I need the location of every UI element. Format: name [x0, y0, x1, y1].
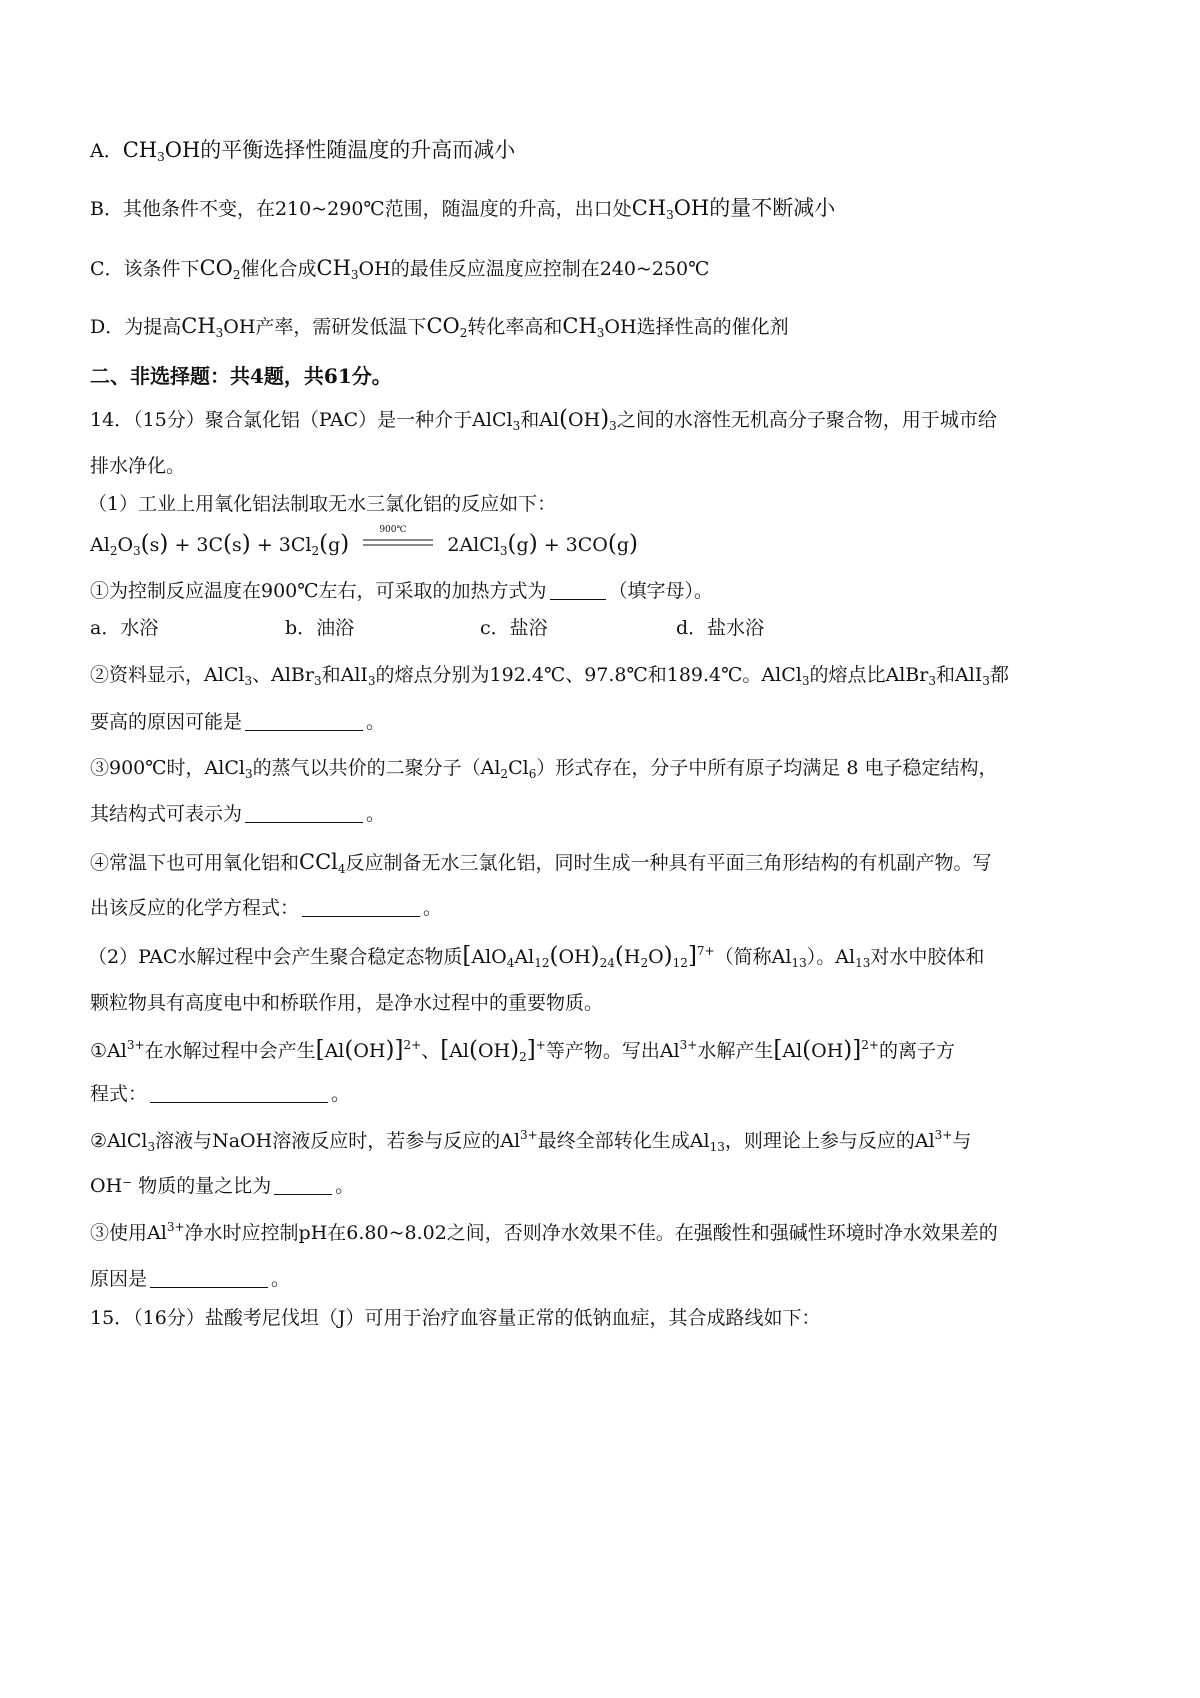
q14-1-4-line2: 出该反应的化学方程式： 。 [90, 897, 443, 919]
q14-intro-line1: 14．（15分）聚合氯化铝（PAC）是一种介于AlCl$_3$和$Al(OH)_3$之间的水溶性无机高分子聚合物，用于城市给 [90, 406, 997, 433]
choice-c: c．盐浴 [480, 617, 548, 639]
answer-blank[interactable] [150, 1269, 268, 1288]
q14-1-3-line2: 其结构式可表示为 。 [90, 803, 386, 825]
choice-a: a．水浴 [90, 617, 159, 639]
answer-blank[interactable] [245, 804, 363, 823]
q14-2-1-line2: 程式： 。 [90, 1083, 351, 1105]
heating-choices [90, 617, 990, 643]
q14-2-1-line1: $①Al^{3+}$在水解过程中会产生$[Al(OH)]^{2+}$、$[Al(OH)_2]^+$等产物。写出$Al^{3+}$水解产生$[Al(OH)]^{2+}$的离子方 [90, 1037, 955, 1064]
q14-1-1: ①为控制反应温度在900℃左右，可采取的加热方式为 （填字母）。 [90, 580, 714, 602]
option-c: C．该条件下$CO_2$催化合成$CH_3OH$的最佳反应温度应控制在240~250℃ [90, 256, 710, 282]
answer-blank[interactable] [550, 581, 606, 600]
q14-2-3-line2: 原因是 。 [90, 1268, 291, 1290]
q14-1-2-line1: ②资料显示，AlCl$_3$、AlBr$_3$和AlI$_3$的熔点分别为192.4℃、97.8℃和189.4℃。AlCl$_3$的熔点比AlBr$_3$和AlI$_3$都 [90, 664, 1009, 688]
q14-2-3-line1: ③使用$Al^{3+}$净水时应控制pH在6.80~8.02之间，否则净水效果不佳。在强酸性和强碱性环境时净水效果差的 [90, 1220, 998, 1244]
q14-part2-line1: （2）PAC水解过程中会产生聚合稳定态物质$[AlO_4Al_{12}(OH)_{24}(H_2O)_{12}]^{7+}$（简称$Al_{13}$）。$Al_{13}$对水中胶体和 [88, 943, 985, 970]
choice-b: b．油浴 [285, 617, 355, 639]
choice-d: d．盐水浴 [676, 617, 765, 639]
q14-2-2-line2: OH⁻ 物质的量之比为 。 [90, 1175, 355, 1197]
q15-intro: 15．（16分）盐酸考尼伐坦（J）可用于治疗血容量正常的低钠血症，其合成路线如下： [90, 1307, 821, 1329]
q14-2-2-line1: ②AlCl$_3$溶液与NaOH溶液反应时，若参与反应的$Al^{3+}$最终全部转化生成$Al_{13}$，则理论上参与反应的$Al^{3+}$与 [90, 1128, 972, 1154]
option-d: D．为提高$CH_3OH$产率，需研发低温下$CO_2$转化率高和$CH_3OH$选择性高的催化剂 [90, 314, 789, 340]
q14-part1-title: （1）工业上用氧化铝法制取无水三氯化铝的反应如下： [88, 493, 557, 515]
reaction-arrow: 900℃ [361, 531, 435, 555]
option-a: A．$CH_3OH$的平衡选择性随温度的升高而减小 [90, 138, 516, 164]
answer-blank[interactable] [302, 898, 420, 917]
q14-1-3-line1: ③900℃时，AlCl$_3$的蒸气以共价的二聚分子$(Al_2Cl_6)$形式存在，分子中所有原子均满足 8 电子稳定结构， [90, 757, 998, 781]
q14-1-2-line2: 要高的原因可能是 。 [90, 711, 386, 733]
answer-blank[interactable] [150, 1084, 328, 1103]
q14-1-4-line1: ④常温下也可用氧化铝和CCl$_4$反应制备无水三氯化铝，同时生成一种具有平面三角形结构的有机副产物。写 [90, 850, 992, 876]
q14-intro-line2: 排水净化。 [90, 455, 186, 477]
section-heading: 二、非选择题：共4题，共61分。 [90, 364, 392, 388]
equals-arrow-icon [361, 537, 435, 549]
answer-blank[interactable] [245, 712, 363, 731]
q14-part2-line2: 颗粒物具有高度电中和桥联作用，是净水过程中的重要物质。 [90, 992, 604, 1014]
q14-equation: $Al_2O_3(s) + 3C(s) + 3Cl_2(g)$ 900℃ 2AlCl$_3$(g) + 3CO(g) [90, 525, 639, 558]
answer-blank[interactable] [274, 1176, 332, 1195]
option-b: B．其他条件不变，在210~290℃范围，随温度的升高，出口处$CH_3OH$的量不断减小 [90, 196, 836, 222]
